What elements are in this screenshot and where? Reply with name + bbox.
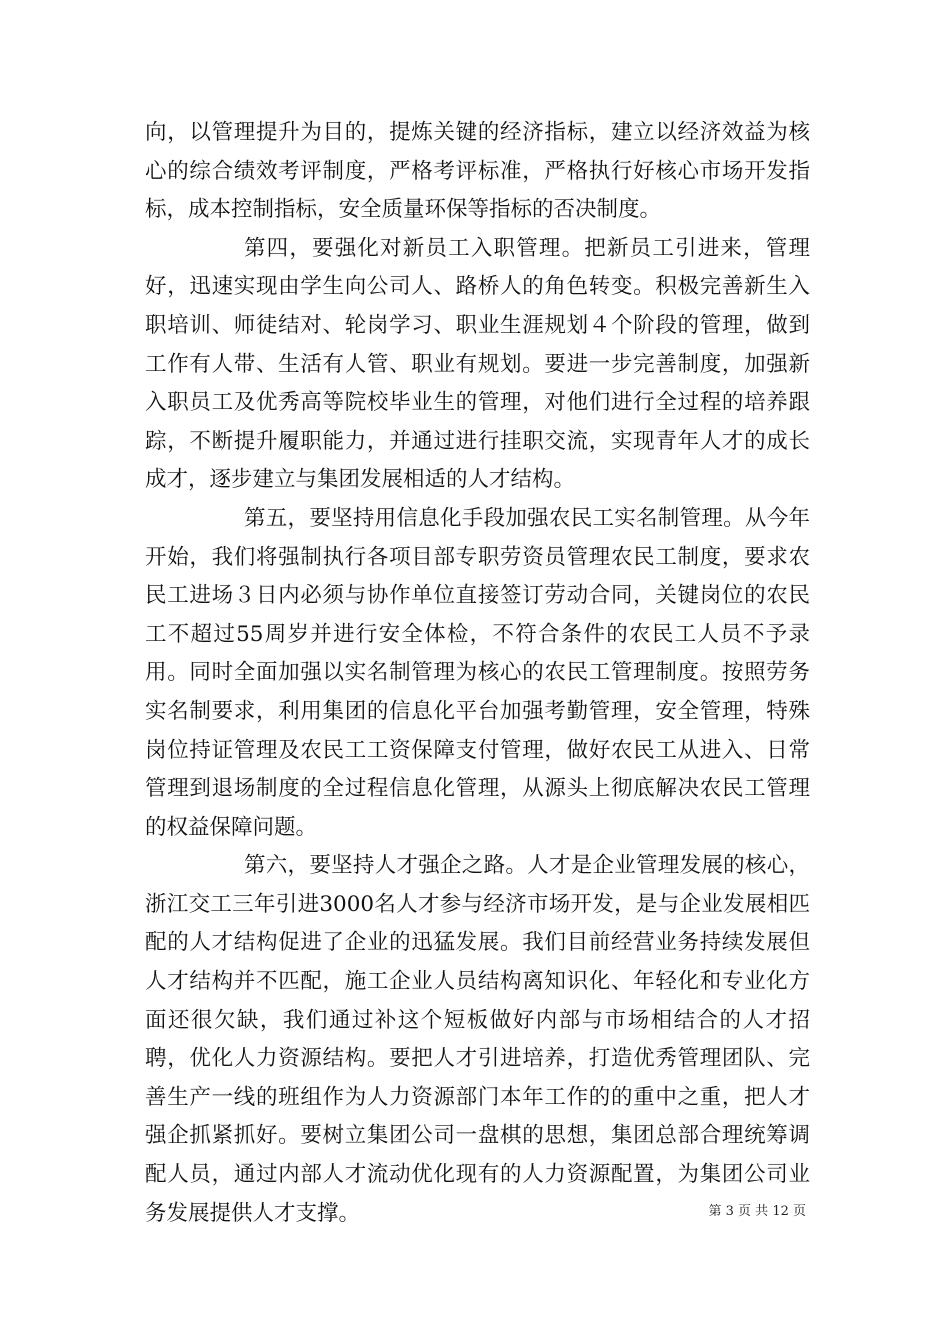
document-body bbox=[145, 114, 810, 1233]
paragraph-fourth: 第四，要强化对新员工入职管理。把新员工引进来，管理好，迅速实现由学生向公司人、路桥人的角色转变。积极完善新生入职培训、师徒结对、轮岗学习、职业生涯规划４个阶段的管理，做到工作有人带、生活有人管、职业有规划。要进一步完善制度，加强新入职员工及优秀高等院校毕业生的管理，对他们进行全过程的培养跟踪，不断提升履职能力，并通过进行挂职交流，实现青年人才的成长成才，逐步建立与集团发展相适的人才结构。 bbox=[145, 235, 810, 493]
paragraph-sixth: 第六，要坚持人才强企之路。人才是企业管理发展的核心，浙江交工三年引进3000名人才参与经济市场开发，是与企业发展相匹配的人才结构促进了企业的迅猛发展。我们目前经营业务持续发展但人才结构并不匹配，施工企业人员结构离知识化、年轻化和专业化方面还很欠缺，我们通过补这个短板做好内部与市场相结合的人才招聘，优化人力资源结构。要把人才引进培养，打造优秀管理团队、完善生产一线的班组作为人力资源部门本年工作的的重中之重，把人才强企抓紧抓好。要树立集团公司一盘棋的思想，集团总部合理统筹调配人员，通过内部人才流动优化现有的人力资源配置，为集团公司业务发展提供人才支撑。 bbox=[145, 853, 810, 1226]
paragraph-continuation: 向，以管理提升为目的，提炼关键的经济指标，建立以经济效益为核心的综合绩效考评制度，严格考评标准，严格执行好核心市场开发指标，成本控制指标，安全质量环保等指标的否决制度。 bbox=[145, 120, 810, 223]
page-number: 第 3 页 共 12 页 bbox=[708, 1204, 806, 1219]
paragraph-fifth: 第五，要坚持用信息化手段加强农民工实名制管理。从今年开始，我们将强制执行各项目部专职劳资员管理农民工制度，要求农民工进场３日内必须与协作单位直接签订劳动合同，关键岗位的农民工不超过55周岁并进行安全体检，不符合条件的农民工人员不予录用。同时全面加强以实名制管理为核心的农民工管理制度。按照劳务实名制要求，利用集团的信息化平台加强考勤管理，安全管理，特殊岗位持证管理及农民工工资保障支付管理，做好农民工从进入、日常管理到退场制度的全过程信息化管理，从源头上彻底解决农民工管理的权益保障问题。 bbox=[145, 505, 810, 840]
